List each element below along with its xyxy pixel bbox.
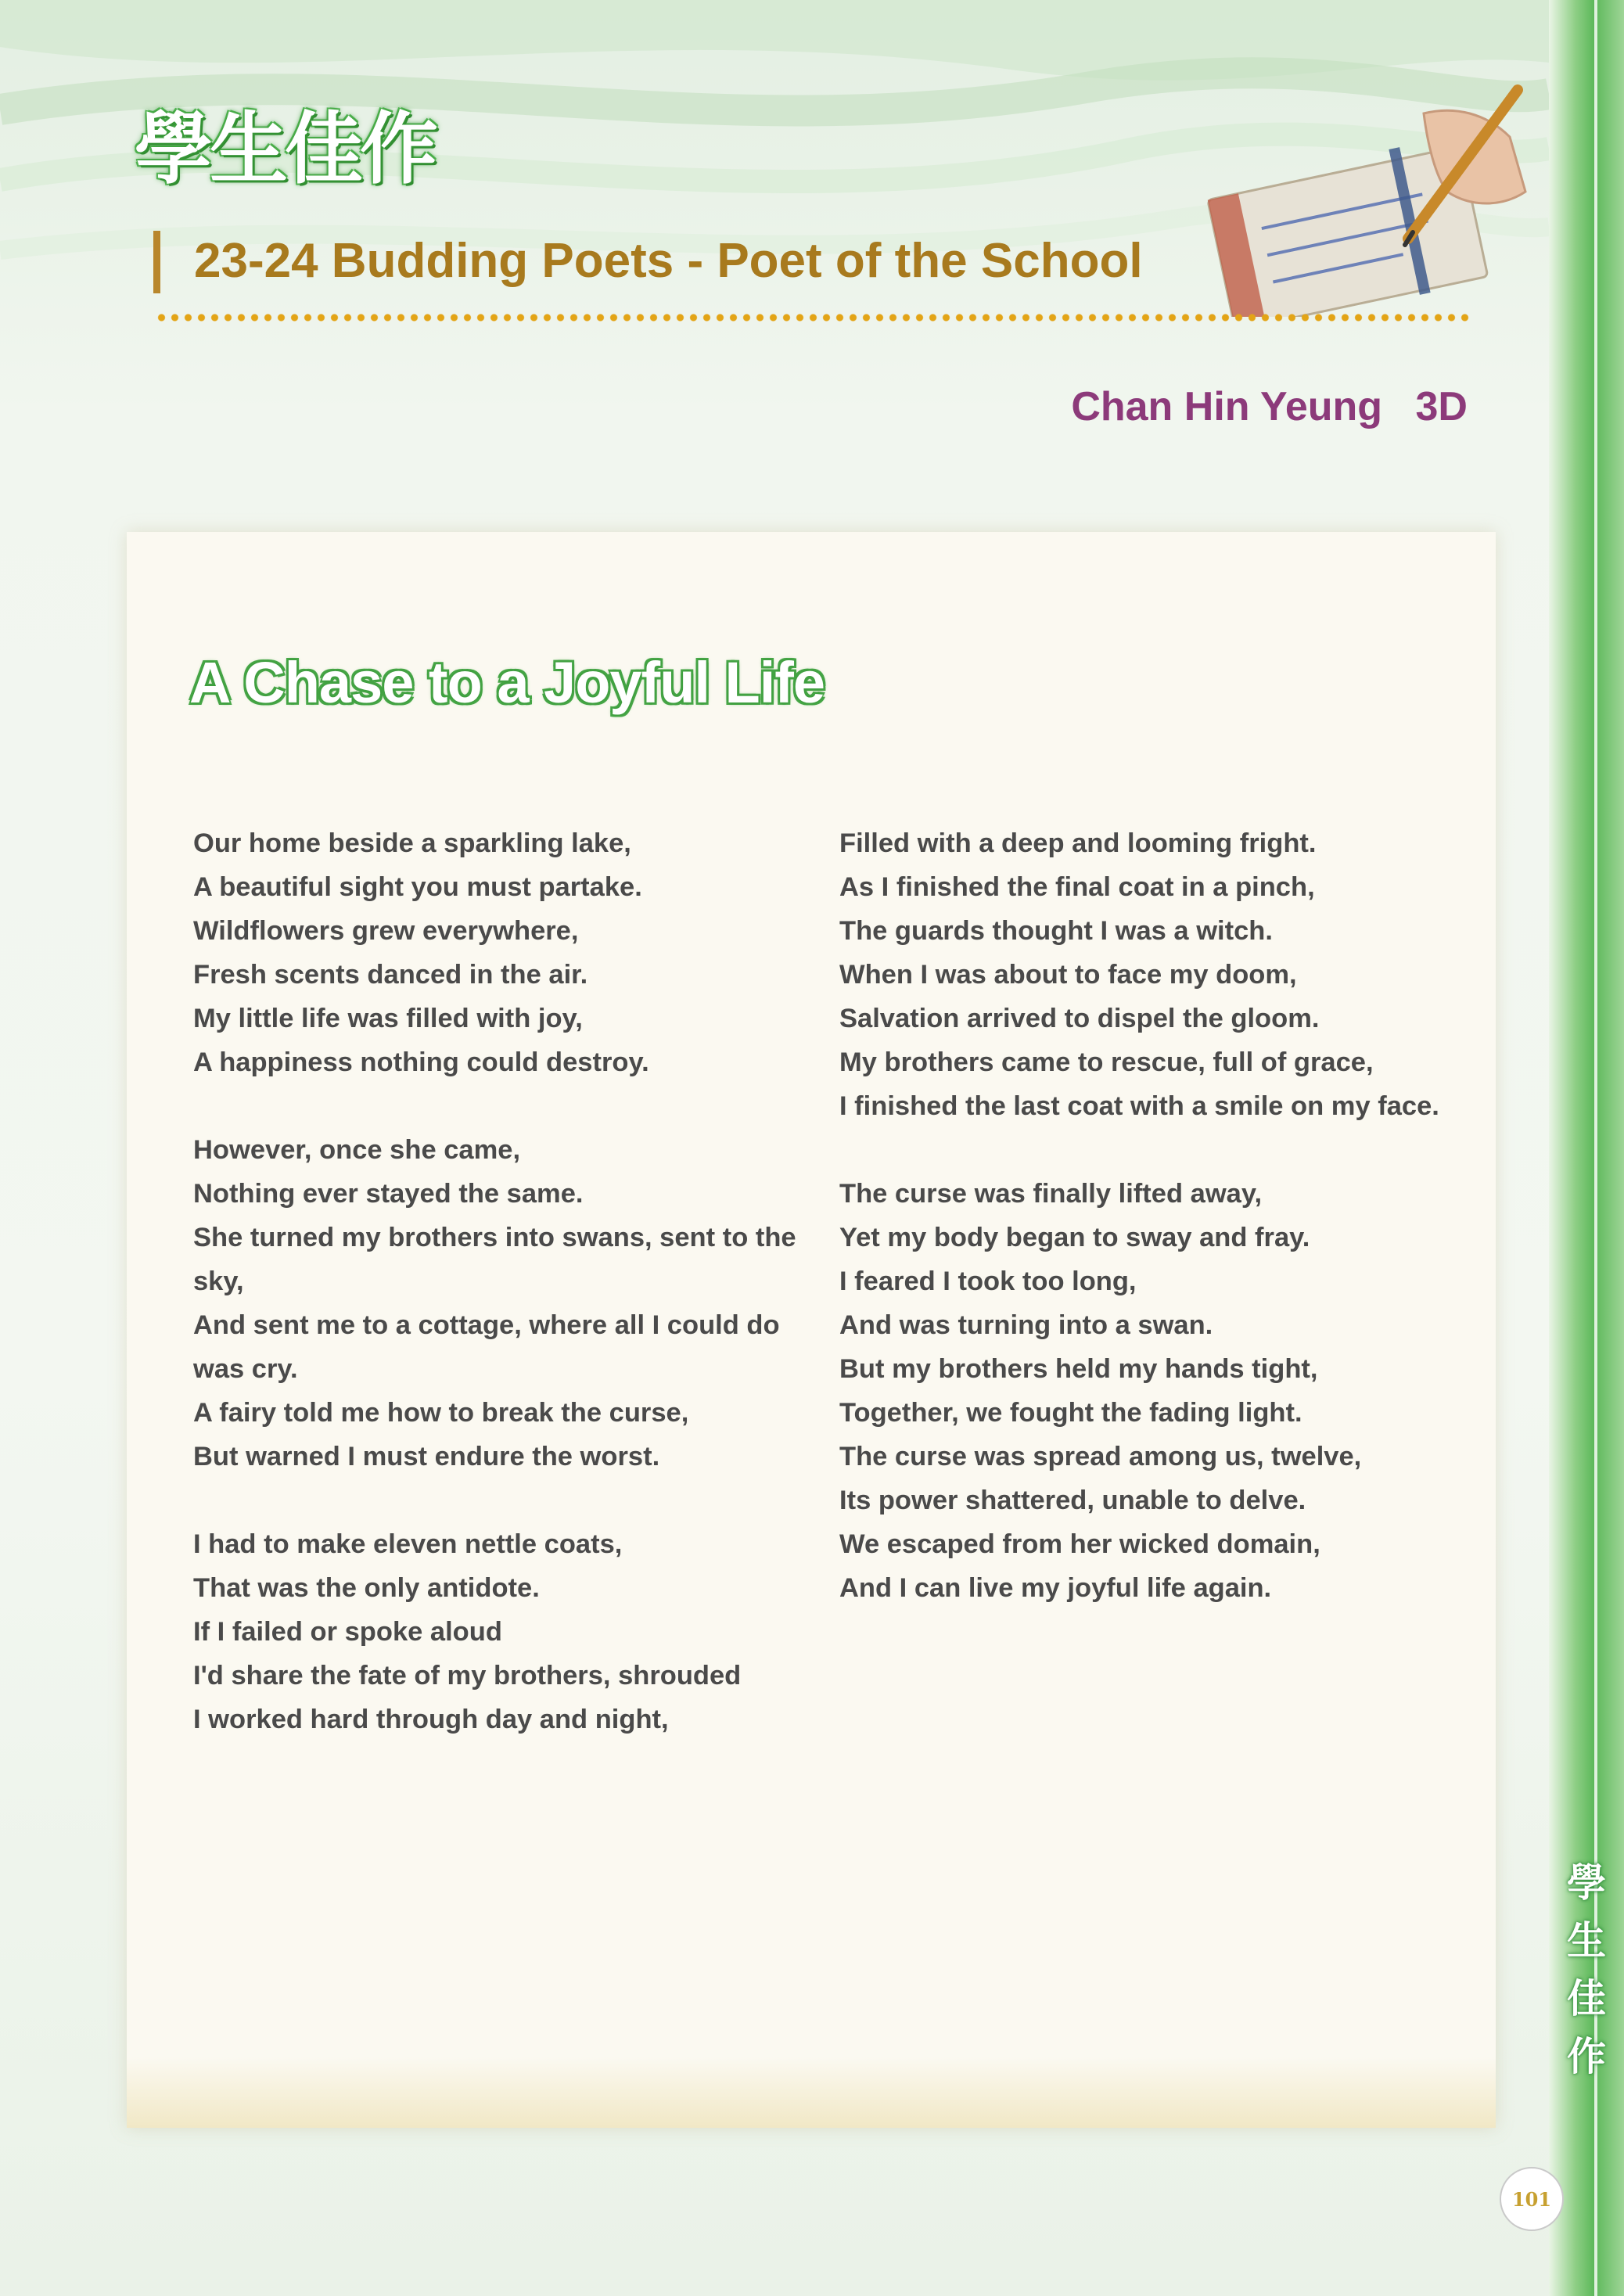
poem-line: Salvation arrived to dispel the gloom. xyxy=(839,1004,1320,1033)
poem-line: A beautiful sight you must partake. xyxy=(193,872,642,902)
side-label xyxy=(1561,1854,1611,2086)
poem-line: Filled with a deep and looming fright. xyxy=(839,828,1317,858)
side-label-char: 佳 xyxy=(1567,1975,1606,2021)
poem-line: As I finished the final coat in a pinch, xyxy=(839,872,1315,902)
poem-line: My brothers came to rescue, full of grace, xyxy=(839,1047,1374,1077)
poem-line: We escaped from her wicked domain, xyxy=(839,1529,1320,1559)
side-label-char: 作 xyxy=(1567,2033,1606,2079)
stanza-break xyxy=(839,1128,1439,1172)
poem-line: Fresh scents danced in the air. xyxy=(193,960,588,990)
poem-line: If I failed or spoke aloud xyxy=(193,1617,502,1647)
author-line xyxy=(1071,383,1468,430)
page-number: 101 xyxy=(1500,2167,1564,2231)
poem-line: Our home beside a sparkling lake, xyxy=(193,828,631,858)
poem-line: sky, xyxy=(193,1267,244,1296)
poem-line: The curse was finally lifted away, xyxy=(839,1179,1263,1209)
poem-line: Yet my body began to sway and fray. xyxy=(839,1223,1310,1252)
poem-line: But warned I must endure the worst. xyxy=(193,1442,660,1471)
poem-right-column xyxy=(839,821,1439,1610)
poem-line: She turned my brothers into swans, sent to the xyxy=(193,1223,796,1252)
poem-line: was cry. xyxy=(193,1354,298,1384)
poem-line: I feared I took too long, xyxy=(839,1267,1137,1296)
poem-line: Its power shattered, unable to delve. xyxy=(839,1486,1306,1515)
poem-line: And sent me to a cottage, where all I could do xyxy=(193,1310,780,1340)
poem-line: I finished the last coat with a smile on my face. xyxy=(839,1091,1439,1121)
stanza-break xyxy=(193,1479,796,1522)
poem-line: Wildflowers grew everywhere, xyxy=(193,916,579,946)
author-name: Chan Hin Yeung xyxy=(1071,384,1383,429)
paper-bottom-shade xyxy=(127,2057,1496,2128)
poem-line: Nothing ever stayed the same. xyxy=(193,1179,584,1209)
poem-line: A fairy told me how to break the curse, xyxy=(193,1398,689,1428)
side-label-char: 學 xyxy=(1567,1859,1606,1906)
poem-line: And was turning into a swan. xyxy=(839,1310,1213,1340)
poem-paper xyxy=(127,532,1496,2128)
poem-line: I'd share the fate of my brothers, shrouded xyxy=(193,1661,742,1691)
pencil-notebook-illustration xyxy=(1189,82,1533,317)
poem-line: My little life was filled with joy, xyxy=(193,1004,583,1033)
poem-title: A Chase to a Joyful Life xyxy=(189,650,825,715)
poem-line: The guards thought I was a witch. xyxy=(839,916,1273,946)
poem-line: Together, we fought the fading light. xyxy=(839,1398,1302,1428)
poem-line: The curse was spread among us, twelve, xyxy=(839,1442,1362,1471)
poem-line: But my brothers held my hands tight, xyxy=(839,1354,1318,1384)
banner-title: 學生佳作 xyxy=(135,102,435,195)
author-class: 3D xyxy=(1415,384,1468,429)
poem-left-column xyxy=(193,821,796,1741)
side-label-char: 生 xyxy=(1567,1917,1606,1964)
poem-line: I had to make eleven nettle coats, xyxy=(193,1529,623,1559)
poem-line: However, once she came, xyxy=(193,1135,521,1165)
dotted-divider xyxy=(155,313,1471,322)
page-heading: 23-24 Budding Poets - Poet of the School xyxy=(194,234,1143,288)
poem-line: That was the only antidote. xyxy=(193,1573,540,1603)
poem-line: And I can live my joyful life again. xyxy=(839,1573,1272,1603)
poem-line: I worked hard through day and night, xyxy=(193,1705,669,1734)
poem-line: A happiness nothing could destroy. xyxy=(193,1047,649,1077)
stanza-break xyxy=(193,1084,796,1128)
heading-accent-bar xyxy=(153,231,160,293)
poem-line: When I was about to face my doom, xyxy=(839,960,1297,990)
